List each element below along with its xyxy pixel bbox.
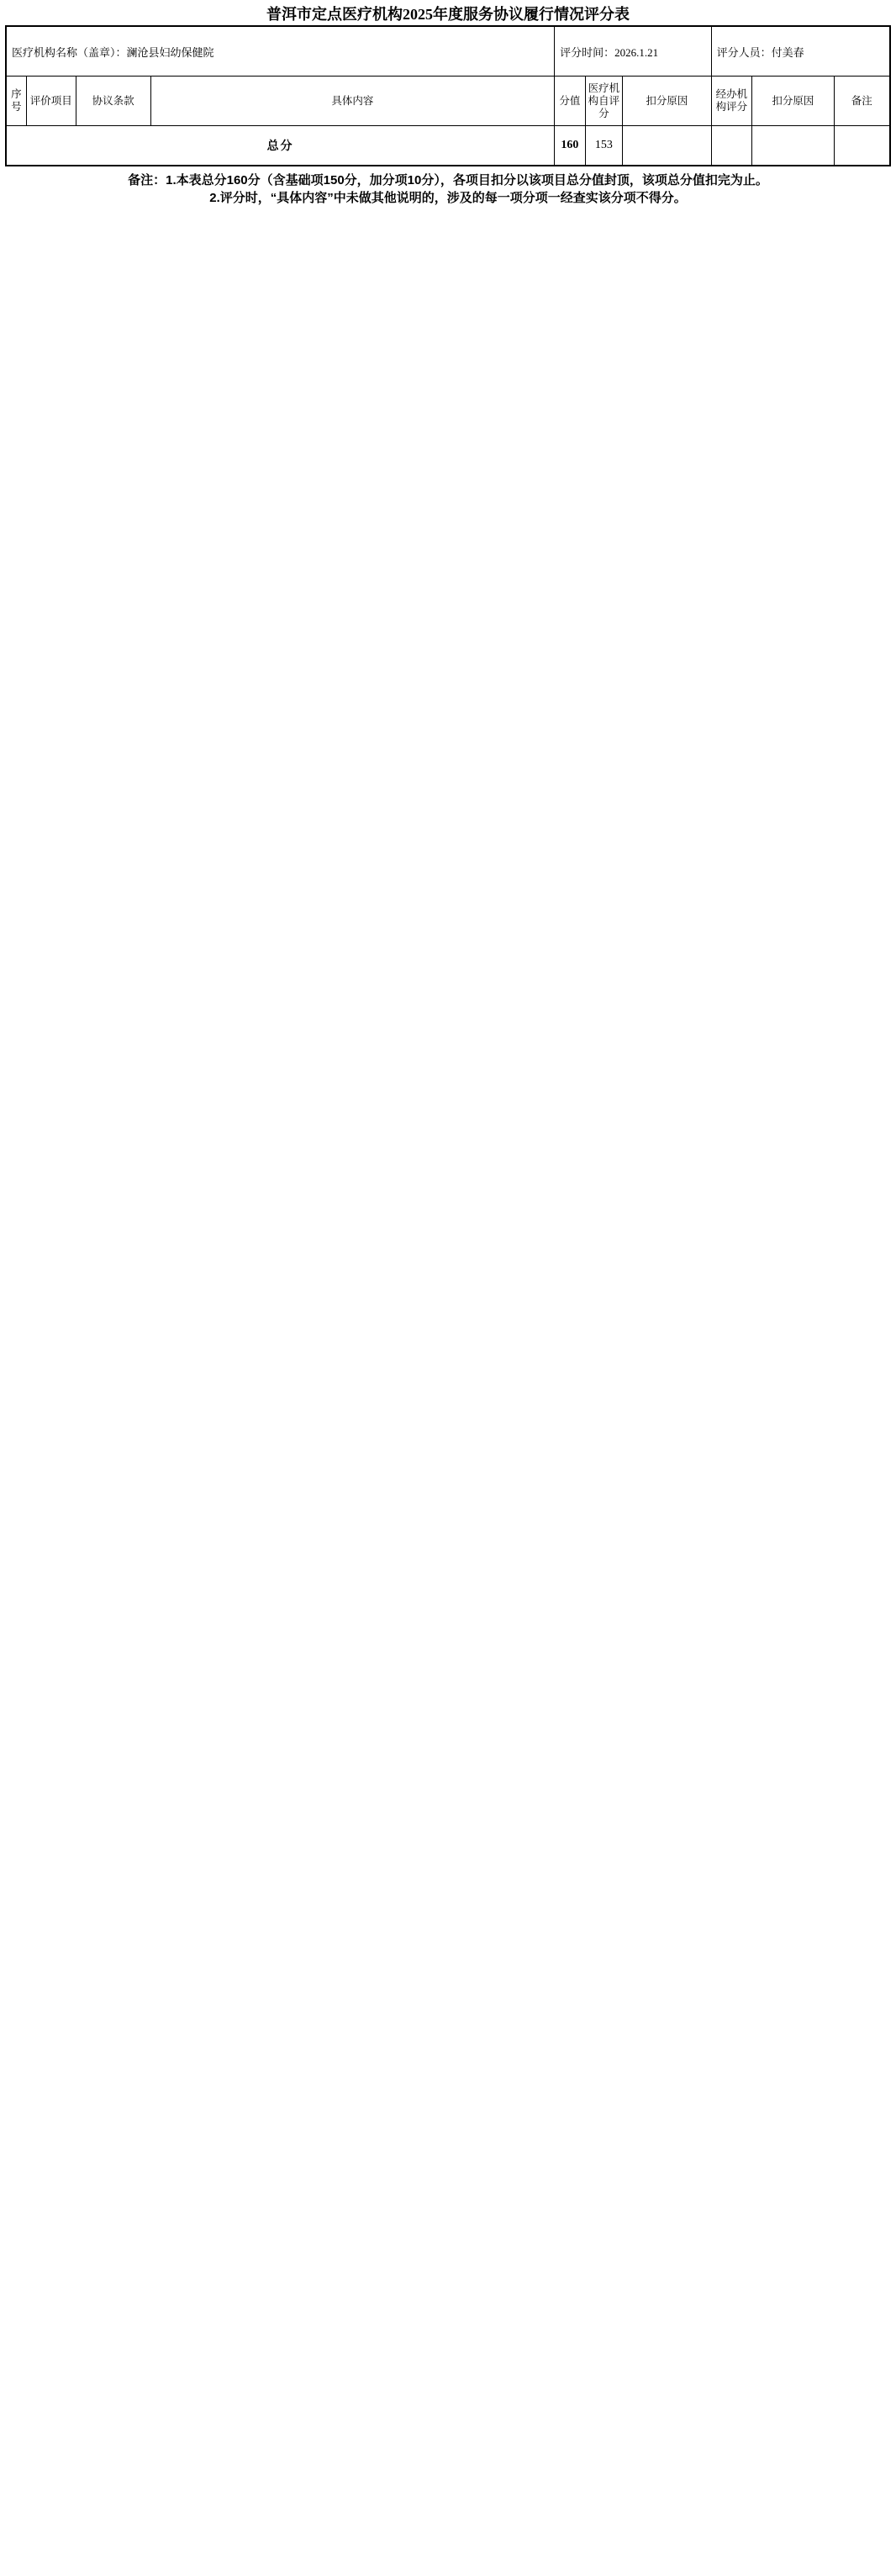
footnote-1: 备注：1.本表总分160分（含基础项150分，加分项10分），各项目扣分以该项目总分值封顶，该项总分值扣完为止。	[128, 173, 768, 187]
score-table	[5, 25, 891, 166]
total-row	[6, 126, 890, 166]
column-header-row	[6, 77, 890, 126]
page-title: 普洱市定点医疗机构2025年度服务协议履行情况评分表	[266, 6, 630, 23]
info-row	[6, 26, 890, 77]
total-self-score: 153	[585, 126, 623, 166]
scorer: 评分人员：付美春	[711, 26, 890, 77]
footnote-2: 2.评分时，“具体内容”中未做其他说明的，涉及的每一项分项一经查实该分项不得分。	[209, 191, 687, 205]
col-self-score: 医疗机构自评分	[585, 77, 623, 126]
col-deduct-reason: 扣分原因	[623, 77, 711, 126]
org-name: 医疗机构名称（盖章）：澜沧县妇幼保健院	[6, 26, 555, 77]
total-label: 总分	[6, 126, 555, 166]
footnotes	[5, 166, 891, 214]
col-clause: 协议条款	[76, 77, 150, 126]
score-sheet	[5, 0, 891, 214]
col-content: 具体内容	[150, 77, 554, 126]
col-project: 评价项目	[26, 77, 76, 126]
col-no: 序号	[6, 77, 26, 126]
col-remark: 备注	[834, 77, 890, 126]
score-time: 评分时间：2026.1.21	[555, 26, 711, 77]
total-score: 160	[555, 126, 585, 166]
col-deduct-reason-2: 扣分原因	[752, 77, 834, 126]
col-score: 分值	[555, 77, 585, 126]
col-agency-score: 经办机构评分	[711, 77, 752, 126]
